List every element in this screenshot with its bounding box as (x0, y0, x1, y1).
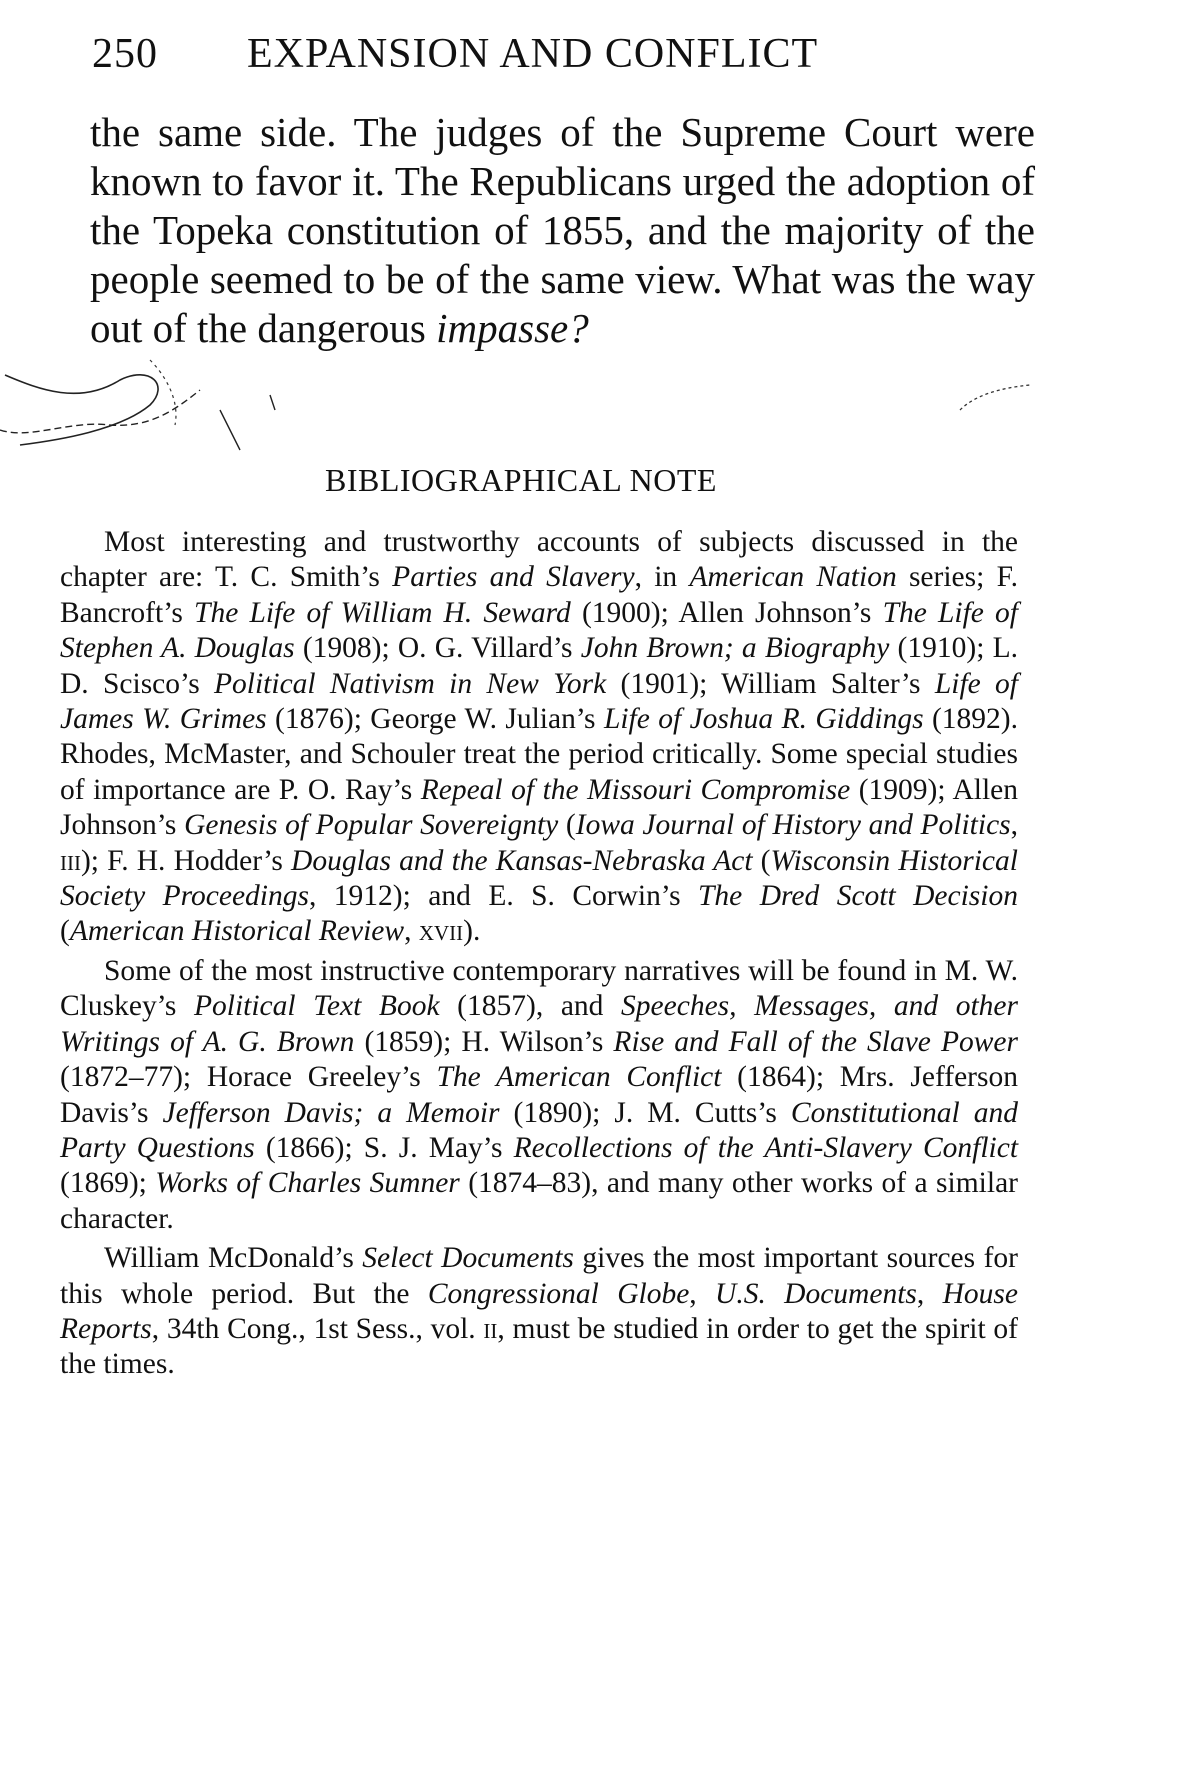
section-heading: BIBLIOGRAPHICAL NOTE (325, 462, 717, 498)
text-run: (1901); William Salter’s (606, 667, 935, 700)
italic-title: Genesis of Popular Sovereignty (184, 809, 559, 842)
volume-numeral: xvii (418, 915, 464, 948)
text-run: (1866); S. J. May’s (254, 1131, 514, 1164)
running-title: EXPANSION AND CONFLICT (247, 31, 819, 77)
italic-title: Life of Joshua R. Giddings (603, 703, 924, 736)
italic-title: Repeal of the Missouri Compromise (420, 773, 851, 806)
text-run: (1909); Allen Johnson’s (60, 773, 1018, 842)
text-run: , (1010, 809, 1019, 842)
volume-numeral: iii (60, 844, 81, 877)
text-run: ); F. H. Hodder’s (80, 844, 292, 877)
italic-title: Speeches, Messages, and other Writings of A. G. Brown (60, 990, 1018, 1058)
text-run: (1908); O. G. Villard’s (294, 632, 581, 665)
italic-title: Congressional Globe (427, 1277, 690, 1310)
italic-title: Select Documents (362, 1242, 574, 1275)
text-run: , 1912); and E. S. Corwin’s (308, 880, 699, 913)
text-run: , in (634, 561, 690, 594)
italic-title: Jefferson Davis; a Memoir (162, 1096, 500, 1129)
text-run: ). (463, 915, 481, 948)
text-run: (1876); George W. Julian’s (266, 703, 604, 736)
italic-title: Political Nativism in New York (214, 667, 607, 700)
italic-title: House Reports (60, 1277, 1018, 1345)
italic-title: American Historical Review (69, 915, 405, 948)
text-run: , (916, 1277, 943, 1310)
text-run: gives the most important sources for this whole period. But the (60, 1242, 1018, 1310)
text-run: Some of the most instructive contemporary narratives will be found in M. W. Cluskey’s (60, 954, 1018, 1023)
running-head (92, 30, 1042, 90)
text-run: (1874–83), and many other works of a similar character. (60, 1167, 1018, 1235)
italic-title: The American Conflict (436, 1061, 722, 1094)
italic-title: The Dred Scott Decision (698, 880, 1018, 913)
pencil-scribble-icon (0, 350, 300, 500)
italic-title: The Life of Stephen A. Douglas (60, 596, 1018, 665)
text-run: (1859); H. Wilson’s (354, 1025, 614, 1058)
bibliographical-notes (60, 525, 1018, 1387)
pencil-mark-icon (955, 380, 1035, 420)
text-run: William McDonald’s (104, 1242, 363, 1275)
text-run: ( (752, 844, 771, 877)
italic-title: Life of James W. Grimes (60, 667, 1018, 736)
text-run: (1892). Rhodes, McMaster, and Schouler treat the period critically. Some special studies of importance are P. O. Ray’s (60, 703, 1018, 806)
text-run: , must be studied in order to get the spirit of the times. (60, 1312, 1018, 1381)
italic-title: Wisconsin Historical Society Proceedings (60, 844, 1018, 913)
text-run: (1872–77); Horace Greeley’s (60, 1061, 437, 1094)
body-paragraph (90, 108, 1035, 353)
text-run: (1864); Mrs. Jefferson Davis’s (60, 1061, 1018, 1129)
italic-title: American Nation (689, 561, 897, 594)
text-run: ( (60, 915, 70, 948)
text-run: (1869); (60, 1167, 156, 1200)
body-end-punct: ? (568, 305, 589, 351)
body-italic-word: impasse (436, 305, 569, 351)
text-run: , 34th Cong., 1st Sess., vol. (151, 1312, 484, 1345)
volume-numeral: ii (483, 1312, 498, 1345)
text-run: ( (558, 809, 576, 842)
text-run: Most interesting and trustworthy accounts of subjects discussed in the chapter are: T. C. Smith’s (60, 526, 1018, 594)
italic-title: Douglas and the Kansas-Nebraska Act (291, 844, 753, 877)
notes-paragraph (60, 525, 1018, 950)
text-run: (1857), and (439, 990, 622, 1023)
italic-title: Rise and Fall of the Slave Power (613, 1025, 1018, 1058)
italic-title: Constitutional and Party Questions (60, 1096, 1018, 1164)
page-number: 250 (92, 31, 158, 77)
italic-title: Works of Charles Sumner (155, 1167, 460, 1200)
italic-title: U.S. Documents (715, 1277, 917, 1310)
text-run: (1910); L. D. Scisco’s (60, 632, 1018, 700)
text-run: , (689, 1277, 716, 1310)
italic-title: Recollections of the Anti-Slavery Conflict (513, 1131, 1019, 1164)
italic-title: The Life of William H. Seward (194, 596, 571, 629)
notes-paragraph (60, 954, 1018, 1237)
text-run: (1900); Allen Johnson’s (570, 596, 883, 629)
text-run: (1890); J. M. Cutts’s (499, 1096, 791, 1129)
italic-title: Political Text Book (194, 990, 440, 1023)
italic-title: Parties and Slavery (392, 561, 635, 594)
notes-paragraph (60, 1241, 1018, 1383)
text-run: series; F. Bancroft’s (60, 561, 1018, 629)
italic-title: John Brown; a Biography (580, 632, 890, 665)
body-paragraph-text: the same side. The judges of the Supreme Court were known to favor it. The Republicans urged the adoption of the Topeka constitution of 1855, and the majority of the people seemed to be of the same view. What was the way out of the dangerous (90, 109, 1035, 351)
italic-title: Iowa Journal of History and Politics (575, 809, 1011, 842)
text-run: , (404, 915, 419, 948)
